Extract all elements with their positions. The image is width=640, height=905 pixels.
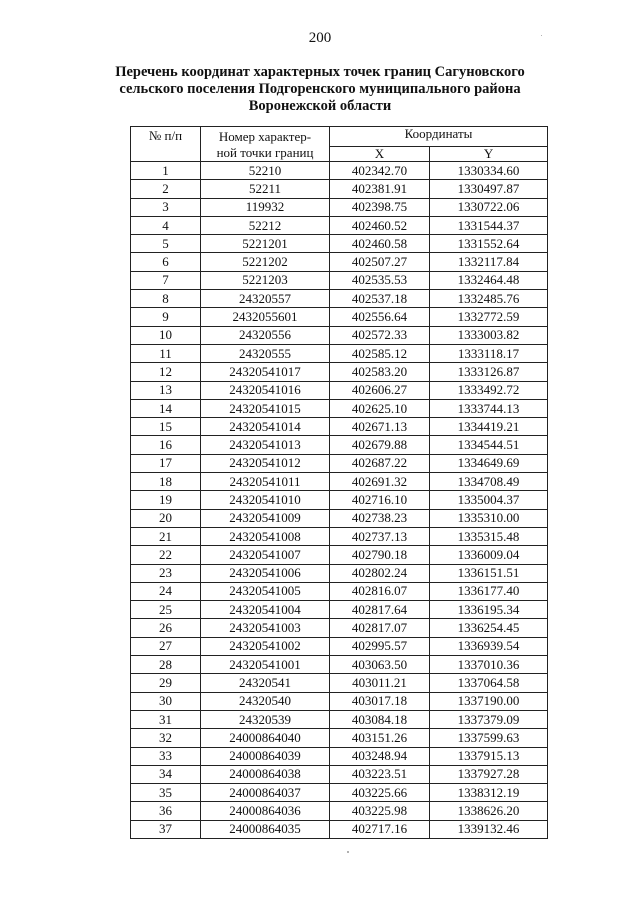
cell-row-number: 7 <box>131 271 201 289</box>
table-row <box>131 363 548 381</box>
cell-y: 1337927.28 <box>430 765 548 783</box>
cell-x: 402398.75 <box>330 198 430 216</box>
cell-point-number: 24320541016 <box>201 381 330 399</box>
cell-row-number: 23 <box>131 564 201 582</box>
cell-row-number: 6 <box>131 253 201 271</box>
cell-point-number: 5221203 <box>201 271 330 289</box>
table-row <box>131 601 548 619</box>
table-row <box>131 729 548 747</box>
cell-row-number: 12 <box>131 363 201 381</box>
cell-y: 1333492.72 <box>430 381 548 399</box>
table-row <box>131 637 548 655</box>
cell-point-number: 24320541002 <box>201 637 330 655</box>
cell-point-number: 24320557 <box>201 290 330 308</box>
cell-point-number: 52210 <box>201 162 330 180</box>
table-row <box>131 271 548 289</box>
cell-row-number: 24 <box>131 582 201 600</box>
table-row <box>131 674 548 692</box>
cell-row-number: 33 <box>131 747 201 765</box>
table-row <box>131 198 548 216</box>
cell-row-number: 18 <box>131 473 201 491</box>
cell-y: 1336151.51 <box>430 564 548 582</box>
cell-x: 402460.58 <box>330 235 430 253</box>
cell-point-number: 52211 <box>201 180 330 198</box>
table-row <box>131 491 548 509</box>
cell-point-number: 24320541005 <box>201 582 330 600</box>
cell-row-number: 29 <box>131 674 201 692</box>
cell-point-number: 24320541008 <box>201 527 330 545</box>
cell-y: 1336939.54 <box>430 637 548 655</box>
cell-point-number: 52212 <box>201 216 330 234</box>
cell-row-number: 2 <box>131 180 201 198</box>
table-row <box>131 418 548 436</box>
cell-row-number: 30 <box>131 692 201 710</box>
cell-row-number: 14 <box>131 399 201 417</box>
cell-point-number: 24320555 <box>201 344 330 362</box>
document-title <box>90 64 550 115</box>
cell-point-number: 24320539 <box>201 710 330 728</box>
cell-point-number: 24320541001 <box>201 656 330 674</box>
cell-x: 403063.50 <box>330 656 430 674</box>
cell-y: 1339132.46 <box>430 820 548 838</box>
title-line-3: Воронежской области <box>248 98 392 114</box>
cell-x: 402817.07 <box>330 619 430 637</box>
cell-y: 1337599.63 <box>430 729 548 747</box>
table-row <box>131 344 548 362</box>
cell-row-number: 28 <box>131 656 201 674</box>
cell-y: 1336009.04 <box>430 546 548 564</box>
cell-row-number: 3 <box>131 198 201 216</box>
cell-row-number: 37 <box>131 820 201 838</box>
table-row <box>131 381 548 399</box>
scan-speck <box>541 35 542 36</box>
cell-point-number: 24000864040 <box>201 729 330 747</box>
table-row <box>131 619 548 637</box>
cell-point-number: 24320540 <box>201 692 330 710</box>
cell-y: 1337010.36 <box>430 656 548 674</box>
cell-row-number: 15 <box>131 418 201 436</box>
cell-row-number: 25 <box>131 601 201 619</box>
cell-y: 1337190.00 <box>430 692 548 710</box>
cell-x: 402625.10 <box>330 399 430 417</box>
cell-x: 403223.51 <box>330 765 430 783</box>
table-row <box>131 747 548 765</box>
table-row <box>131 235 548 253</box>
table-row <box>131 656 548 674</box>
cell-y: 1334544.51 <box>430 436 548 454</box>
table-row <box>131 454 548 472</box>
cell-x: 402691.32 <box>330 473 430 491</box>
cell-row-number: 19 <box>131 491 201 509</box>
cell-y: 1337915.13 <box>430 747 548 765</box>
cell-point-number: 24000864038 <box>201 765 330 783</box>
table-row <box>131 290 548 308</box>
cell-point-number: 24000864035 <box>201 820 330 838</box>
cell-x: 402790.18 <box>330 546 430 564</box>
cell-y: 1335310.00 <box>430 509 548 527</box>
cell-row-number: 34 <box>131 765 201 783</box>
table-row <box>131 216 548 234</box>
cell-y: 1334419.21 <box>430 418 548 436</box>
cell-y: 1334649.69 <box>430 454 548 472</box>
cell-point-number: 24320541003 <box>201 619 330 637</box>
cell-y: 1335004.37 <box>430 491 548 509</box>
cell-x: 402342.70 <box>330 162 430 180</box>
cell-point-number: 24000864037 <box>201 784 330 802</box>
cell-x: 402572.33 <box>330 326 430 344</box>
header-y: Y <box>430 147 548 162</box>
cell-point-number: 5221202 <box>201 253 330 271</box>
header-point-line-2: ной точки границ <box>216 145 314 160</box>
cell-x: 402687.22 <box>330 454 430 472</box>
table-row <box>131 253 548 271</box>
table-row <box>131 436 548 454</box>
cell-y: 1332117.84 <box>430 253 548 271</box>
cell-point-number: 24320541009 <box>201 509 330 527</box>
cell-x: 403084.18 <box>330 710 430 728</box>
cell-y: 1337064.58 <box>430 674 548 692</box>
table-row <box>131 180 548 198</box>
cell-x: 402671.13 <box>330 418 430 436</box>
table-row <box>131 765 548 783</box>
cell-row-number: 35 <box>131 784 201 802</box>
cell-y: 1335315.48 <box>430 527 548 545</box>
cell-y: 1333118.17 <box>430 344 548 362</box>
table-row <box>131 399 548 417</box>
page-number: 200 <box>308 30 332 46</box>
table-header <box>131 127 548 162</box>
cell-y: 1332485.76 <box>430 290 548 308</box>
cell-y: 1333003.82 <box>430 326 548 344</box>
header-point-line-1: Номер характер- <box>218 129 312 144</box>
cell-row-number: 13 <box>131 381 201 399</box>
cell-row-number: 36 <box>131 802 201 820</box>
cell-point-number: 24320541014 <box>201 418 330 436</box>
scan-speck <box>347 851 349 853</box>
cell-y: 1330497.87 <box>430 180 548 198</box>
table-row <box>131 308 548 326</box>
header-point-number <box>201 127 330 162</box>
cell-x: 402816.07 <box>330 582 430 600</box>
cell-point-number: 24320541011 <box>201 473 330 491</box>
cell-x: 402737.13 <box>330 527 430 545</box>
cell-y: 1332772.59 <box>430 308 548 326</box>
cell-x: 402995.57 <box>330 637 430 655</box>
cell-row-number: 4 <box>131 216 201 234</box>
coordinates-table <box>130 126 548 839</box>
table-row <box>131 564 548 582</box>
header-row-number: № п/п <box>131 127 201 162</box>
table-row <box>131 527 548 545</box>
cell-y: 1332464.48 <box>430 271 548 289</box>
cell-row-number: 21 <box>131 527 201 545</box>
cell-y: 1333744.13 <box>430 399 548 417</box>
cell-x: 402716.10 <box>330 491 430 509</box>
cell-row-number: 17 <box>131 454 201 472</box>
cell-x: 403017.18 <box>330 692 430 710</box>
cell-row-number: 1 <box>131 162 201 180</box>
cell-x: 403225.98 <box>330 802 430 820</box>
cell-x: 402556.64 <box>330 308 430 326</box>
cell-point-number: 24320541015 <box>201 399 330 417</box>
cell-point-number: 2432055601 <box>201 308 330 326</box>
cell-row-number: 8 <box>131 290 201 308</box>
cell-x: 402460.52 <box>330 216 430 234</box>
cell-row-number: 11 <box>131 344 201 362</box>
cell-point-number: 24320556 <box>201 326 330 344</box>
cell-y: 1337379.09 <box>430 710 548 728</box>
cell-x: 403011.21 <box>330 674 430 692</box>
title-line-2: сельского поселения Подгоренского муниципального района <box>119 81 521 97</box>
table-row <box>131 509 548 527</box>
table-row <box>131 326 548 344</box>
cell-y: 1338312.19 <box>430 784 548 802</box>
header-x: X <box>330 147 430 162</box>
cell-x: 402817.64 <box>330 601 430 619</box>
cell-x: 402717.16 <box>330 820 430 838</box>
table-row <box>131 710 548 728</box>
cell-x: 402738.23 <box>330 509 430 527</box>
cell-point-number: 24320541010 <box>201 491 330 509</box>
table-body <box>131 162 548 839</box>
cell-point-number: 24320541 <box>201 674 330 692</box>
cell-point-number: 5221201 <box>201 235 330 253</box>
cell-point-number: 24320541017 <box>201 363 330 381</box>
table-row <box>131 582 548 600</box>
title-line-1: Перечень координат характерных точек границ Сагуновского <box>115 64 525 80</box>
table-row <box>131 473 548 491</box>
cell-x: 402679.88 <box>330 436 430 454</box>
cell-y: 1331544.37 <box>430 216 548 234</box>
cell-row-number: 16 <box>131 436 201 454</box>
cell-point-number: 24320541012 <box>201 454 330 472</box>
cell-x: 403248.94 <box>330 747 430 765</box>
table-row <box>131 692 548 710</box>
table-row <box>131 820 548 838</box>
cell-row-number: 22 <box>131 546 201 564</box>
cell-y: 1338626.20 <box>430 802 548 820</box>
table-row <box>131 802 548 820</box>
table-row <box>131 546 548 564</box>
cell-point-number: 24320541013 <box>201 436 330 454</box>
cell-y: 1333126.87 <box>430 363 548 381</box>
cell-point-number: 24320541006 <box>201 564 330 582</box>
cell-row-number: 20 <box>131 509 201 527</box>
cell-row-number: 31 <box>131 710 201 728</box>
table-row <box>131 162 548 180</box>
cell-row-number: 26 <box>131 619 201 637</box>
cell-row-number: 9 <box>131 308 201 326</box>
header-coordinates: Координаты <box>330 127 548 147</box>
cell-x: 402585.12 <box>330 344 430 362</box>
cell-x: 402802.24 <box>330 564 430 582</box>
cell-x: 402507.27 <box>330 253 430 271</box>
cell-y: 1331552.64 <box>430 235 548 253</box>
table-row <box>131 784 548 802</box>
cell-x: 403225.66 <box>330 784 430 802</box>
cell-row-number: 10 <box>131 326 201 344</box>
cell-x: 402606.27 <box>330 381 430 399</box>
cell-point-number: 24000864039 <box>201 747 330 765</box>
cell-row-number: 27 <box>131 637 201 655</box>
cell-point-number: 24000864036 <box>201 802 330 820</box>
cell-y: 1336195.34 <box>430 601 548 619</box>
cell-y: 1330334.60 <box>430 162 548 180</box>
cell-point-number: 119932 <box>201 198 330 216</box>
cell-point-number: 24320541007 <box>201 546 330 564</box>
cell-x: 403151.26 <box>330 729 430 747</box>
cell-x: 402583.20 <box>330 363 430 381</box>
cell-x: 402535.53 <box>330 271 430 289</box>
cell-y: 1336254.45 <box>430 619 548 637</box>
cell-y: 1334708.49 <box>430 473 548 491</box>
cell-y: 1330722.06 <box>430 198 548 216</box>
cell-x: 402381.91 <box>330 180 430 198</box>
cell-x: 402537.18 <box>330 290 430 308</box>
cell-row-number: 32 <box>131 729 201 747</box>
cell-point-number: 24320541004 <box>201 601 330 619</box>
cell-y: 1336177.40 <box>430 582 548 600</box>
cell-row-number: 5 <box>131 235 201 253</box>
